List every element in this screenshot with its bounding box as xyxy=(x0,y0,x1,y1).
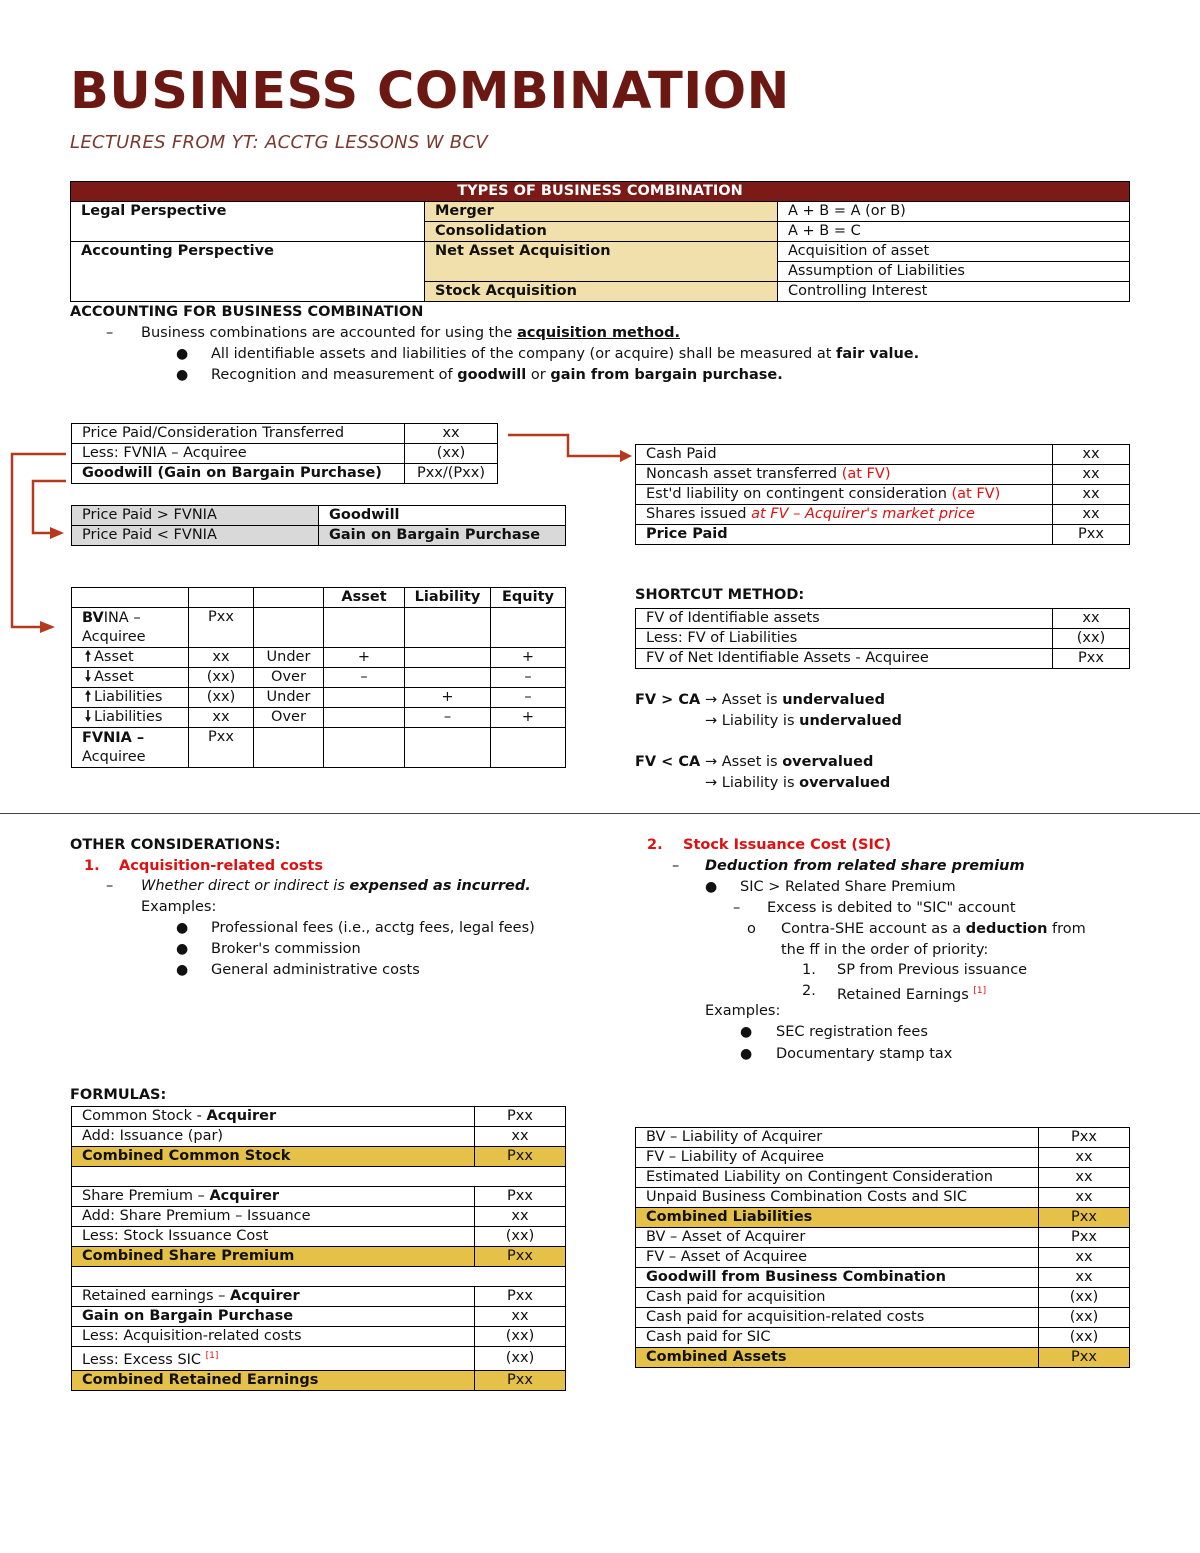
combined-common-stock-value: Pxx xyxy=(475,1147,566,1167)
types-heading: TYPES OF BUSINESS COMBINATION xyxy=(71,182,1130,202)
bullet-icon: ● xyxy=(176,962,189,978)
liab-up-value: (xx) xyxy=(189,688,254,708)
example-item: Broker's commission xyxy=(211,941,361,957)
merger-label: Merger xyxy=(425,202,778,222)
goodwill-line: Recognition and measurement of goodwill or gain from bargain purchase. xyxy=(211,367,783,383)
fv-gt-asset: → Asset is undervalued xyxy=(705,692,885,708)
asset-up-status: Under xyxy=(254,648,324,668)
formula-label: Common Stock - Acquirer xyxy=(72,1107,475,1127)
formula-label: Share Premium – Acquirer xyxy=(72,1187,475,1207)
combined-label: FV – Liability of Acquiree xyxy=(636,1148,1039,1168)
formula-label: Add: Issuance (par) xyxy=(72,1127,475,1147)
fvnia-value: Pxx xyxy=(189,728,254,768)
combined-value: xx xyxy=(1039,1168,1130,1188)
example-item: Documentary stamp tax xyxy=(776,1046,953,1062)
combined-value: Pxx xyxy=(1039,1228,1130,1248)
dash-marker: – xyxy=(106,878,114,894)
compare-gain-label: Price Paid < FVNIA xyxy=(72,526,319,546)
sic-deduction: Deduction from related share premium xyxy=(705,858,1025,874)
priority-item: Retained Earnings [1] xyxy=(837,986,987,1003)
liab-down-value: xx xyxy=(189,708,254,728)
combined-value: (xx) xyxy=(1039,1308,1130,1328)
fv-assets-label: FV of Identifiable assets xyxy=(636,609,1053,629)
combined-label: Unpaid Business Combination Costs and SIC xyxy=(636,1188,1039,1208)
formula-value: xx xyxy=(475,1307,566,1327)
formula-value: (xx) xyxy=(475,1227,566,1247)
dash-marker: – xyxy=(672,858,680,874)
combined-label: FV – Asset of Acquiree xyxy=(636,1248,1039,1268)
arrow-down-icon: 🠗 xyxy=(84,709,92,725)
combined-label: Cash paid for SIC xyxy=(636,1328,1039,1348)
sic-excess: Excess is debited to "SIC" account xyxy=(767,900,1016,916)
combined-value: xx xyxy=(1039,1188,1130,1208)
consolidation-formula: A + B = C xyxy=(778,222,1130,242)
merger-formula: A + B = A (or B) xyxy=(778,202,1130,222)
formula-value: (xx) xyxy=(475,1327,566,1347)
fv-gt-ca: FV > CA xyxy=(635,692,701,708)
arrow-to-compare xyxy=(33,481,66,533)
liab-down-status: Over xyxy=(254,708,324,728)
asset-down-status: Over xyxy=(254,668,324,688)
formula-label: Retained earnings – Acquirer xyxy=(72,1287,475,1307)
col-liability: Liability xyxy=(405,588,491,608)
asset-down-value: (xx) xyxy=(189,668,254,688)
fair-value-line: All identifiable assets and liabilities of the company (or acquire) shall be measured at fair value. xyxy=(211,346,920,362)
asset-down-asset: – xyxy=(324,668,405,688)
naa-label: Net Asset Acquisition xyxy=(425,242,778,282)
combined-share-premium-value: Pxx xyxy=(475,1247,566,1267)
combined-value: xx xyxy=(1039,1248,1130,1268)
less-fvnia-label: Less: FVNIA – Acquiree xyxy=(72,444,405,464)
combined-label: BV – Asset of Acquirer xyxy=(636,1228,1039,1248)
accounting-heading: ACCOUNTING FOR BUSINESS COMBINATION xyxy=(70,304,424,320)
shares-issued-value: xx xyxy=(1053,505,1130,525)
contingent-label: Est'd liability on contingent consideration (at FV) xyxy=(636,485,1053,505)
combined-label: Goodwill from Business Combination xyxy=(636,1268,1039,1288)
examples-label: Examples: xyxy=(705,1003,781,1019)
combined-label: Cash paid for acquisition xyxy=(636,1288,1039,1308)
arrow-up-icon: 🠕 xyxy=(84,649,92,665)
expensed-line: Whether direct or indirect is expensed as incurred. xyxy=(141,878,531,894)
arrow-up-icon: 🠕 xyxy=(84,689,92,705)
fv-lt-ca: FV < CA xyxy=(635,754,701,770)
combined-common-stock-label: Combined Common Stock xyxy=(72,1147,475,1167)
stock-acquisition-desc: Controlling Interest xyxy=(778,282,1130,302)
example-item: SEC registration fees xyxy=(776,1024,928,1040)
formula-label: Add: Share Premium – Issuance xyxy=(72,1207,475,1227)
formula-value: Pxx xyxy=(475,1187,566,1207)
asset-up-equity: + xyxy=(491,648,566,668)
combined-assets-label: Combined Assets xyxy=(636,1348,1039,1368)
priority-number: 2. xyxy=(802,983,816,999)
noncash-value: xx xyxy=(1053,465,1130,485)
formulas-heading: FORMULAS: xyxy=(70,1087,167,1103)
fvnia-shortcut-label: FV of Net Identifiable Assets - Acquiree xyxy=(636,649,1053,669)
spacer-row xyxy=(72,1267,566,1287)
fvnia-shortcut-value: Pxx xyxy=(1053,649,1130,669)
fv-gt-liab: → Liability is undervalued xyxy=(705,713,902,729)
asset-up-asset: + xyxy=(324,648,405,668)
naa-item: Assumption of Liabilities xyxy=(778,262,1130,282)
formula-label: Less: Stock Issuance Cost xyxy=(72,1227,475,1247)
combined-value: xx xyxy=(1039,1268,1130,1288)
fv-assets-value: xx xyxy=(1053,609,1130,629)
compare-goodwill-value: Goodwill xyxy=(319,506,566,526)
section-divider xyxy=(0,813,1200,814)
bullet-icon: ● xyxy=(176,367,189,383)
legal-perspective: Legal Perspective xyxy=(71,202,425,242)
fv-lt-liab: → Liability is overvalued xyxy=(705,775,891,791)
price-paid-total-label: Price Paid xyxy=(636,525,1053,545)
combined-value: Pxx xyxy=(1039,1128,1130,1148)
sic-condition: SIC > Related Share Premium xyxy=(740,879,956,895)
arrow-down-icon: 🠗 xyxy=(84,669,92,685)
combined-assets-value: Pxx xyxy=(1039,1348,1130,1368)
col-asset: Asset xyxy=(324,588,405,608)
combined-value: (xx) xyxy=(1039,1288,1130,1308)
price-paid-value: xx xyxy=(405,424,498,444)
priority-line: the ff in the order of priority: xyxy=(781,942,989,958)
formula-value: Pxx xyxy=(475,1107,566,1127)
liab-up-equity: – xyxy=(491,688,566,708)
liab-up-label: 🠕 Liabilities xyxy=(72,688,189,708)
asset-up-value: xx xyxy=(189,648,254,668)
cash-paid-label: Cash Paid xyxy=(636,445,1053,465)
priority-item: SP from Previous issuance xyxy=(837,962,1028,978)
accounting-perspective: Accounting Perspective xyxy=(71,242,425,302)
less-fvnia-value: (xx) xyxy=(405,444,498,464)
bullet-icon: ● xyxy=(740,1024,753,1040)
price-paid-label: Price Paid/Consideration Transferred xyxy=(72,424,405,444)
bullet-icon: ● xyxy=(176,941,189,957)
combined-label: BV – Liability of Acquirer xyxy=(636,1128,1039,1148)
noncash-label: Noncash asset transferred (at FV) xyxy=(636,465,1053,485)
formula-value: Pxx xyxy=(475,1287,566,1307)
combined-retained-earnings-label: Combined Retained Earnings xyxy=(72,1370,475,1390)
col-equity: Equity xyxy=(491,588,566,608)
circle-bullet-icon: o xyxy=(747,921,756,937)
asset-down-equity: – xyxy=(491,668,566,688)
combined-liabilities-label: Combined Liabilities xyxy=(636,1208,1039,1228)
combined-liabilities-value: Pxx xyxy=(1039,1208,1130,1228)
arrowhead-icon xyxy=(620,450,632,462)
bvina-value: Pxx xyxy=(189,608,254,648)
goodwill-value: Pxx/(Pxx) xyxy=(405,464,498,484)
compare-goodwill-label: Price Paid > FVNIA xyxy=(72,506,319,526)
priority-number: 1. xyxy=(802,962,816,978)
arrowhead-icon xyxy=(40,621,55,633)
item-number: 2. xyxy=(647,837,663,853)
bullet-icon: ● xyxy=(740,1046,753,1062)
contra-she-line: Contra-SHE account as a deduction from xyxy=(781,921,1086,937)
combined-label: Cash paid for acquisition-related costs xyxy=(636,1308,1039,1328)
bullet-icon: ● xyxy=(176,346,189,362)
price-paid-total-value: Pxx xyxy=(1053,525,1130,545)
examples-label: Examples: xyxy=(141,899,217,915)
asset-up-label: 🠕 Asset xyxy=(72,648,189,668)
arrow-to-price-paid xyxy=(508,435,620,456)
arrowhead-icon xyxy=(50,527,64,539)
acquisition-costs-title: Acquisition-related costs xyxy=(119,858,323,874)
liab-up-status: Under xyxy=(254,688,324,708)
shares-issued-label: Shares issued at FV – Acquirer's market price xyxy=(636,505,1053,525)
naa-item: Acquisition of asset xyxy=(778,242,1130,262)
dash-marker: – xyxy=(733,900,741,916)
other-heading: OTHER CONSIDERATIONS: xyxy=(70,837,281,853)
dash-marker: – xyxy=(106,325,114,341)
liab-up-liability: + xyxy=(405,688,491,708)
equity-formulas-table xyxy=(71,1106,566,1391)
example-item: General administrative costs xyxy=(211,962,420,978)
consolidation-label: Consolidation xyxy=(425,222,778,242)
combined-table xyxy=(635,1127,1130,1368)
liab-down-label: 🠗 Liabilities xyxy=(72,708,189,728)
formula-value: xx xyxy=(475,1207,566,1227)
formula-label: Less: Acquisition-related costs xyxy=(72,1327,475,1347)
stock-acquisition-label: Stock Acquisition xyxy=(425,282,778,302)
shortcut-heading: SHORTCUT METHOD: xyxy=(635,587,805,603)
contingent-value: xx xyxy=(1053,485,1130,505)
formula-value: (xx) xyxy=(475,1347,566,1371)
sic-title: Stock Issuance Cost (SIC) xyxy=(683,837,892,853)
page-subtitle: LECTURES FROM YT: ACCTG LESSONS W BCV xyxy=(70,132,488,153)
fv-liabilities-label: Less: FV of Liabilities xyxy=(636,629,1053,649)
example-item: Professional fees (i.e., acctg fees, legal fees) xyxy=(211,920,535,936)
fv-liabilities-value: (xx) xyxy=(1053,629,1130,649)
item-number: 1. xyxy=(84,858,100,874)
fv-lt-asset: → Asset is overvalued xyxy=(705,754,874,770)
bullet-icon: ● xyxy=(176,920,189,936)
cash-paid-value: xx xyxy=(1053,445,1130,465)
combined-value: (xx) xyxy=(1039,1328,1130,1348)
liab-down-liability: – xyxy=(405,708,491,728)
combined-label: Estimated Liability on Contingent Consideration xyxy=(636,1168,1039,1188)
liab-down-equity: + xyxy=(491,708,566,728)
combined-share-premium-label: Combined Share Premium xyxy=(72,1247,475,1267)
accounting-method-line: Business combinations are accounted for using the acquisition method. xyxy=(141,325,680,341)
bvina-label: BVINA – Acquiree xyxy=(72,608,189,648)
bullet-icon: ● xyxy=(705,879,718,895)
connector-arrows xyxy=(0,0,1200,700)
page-title: BUSINESS COMBINATION xyxy=(70,62,790,121)
compare-gain-value: Gain on Bargain Purchase xyxy=(319,526,566,546)
spacer-row xyxy=(72,1167,566,1187)
formula-label: Gain on Bargain Purchase xyxy=(72,1307,475,1327)
goodwill-label: Goodwill (Gain on Bargain Purchase) xyxy=(72,464,405,484)
fvnia-label: FVNIA – Acquiree xyxy=(72,728,189,768)
formula-label: Less: Excess SIC [1] xyxy=(72,1347,475,1371)
combined-value: xx xyxy=(1039,1148,1130,1168)
formula-value: xx xyxy=(475,1127,566,1147)
asset-down-label: 🠗 Asset xyxy=(72,668,189,688)
combined-retained-earnings-value: Pxx xyxy=(475,1370,566,1390)
